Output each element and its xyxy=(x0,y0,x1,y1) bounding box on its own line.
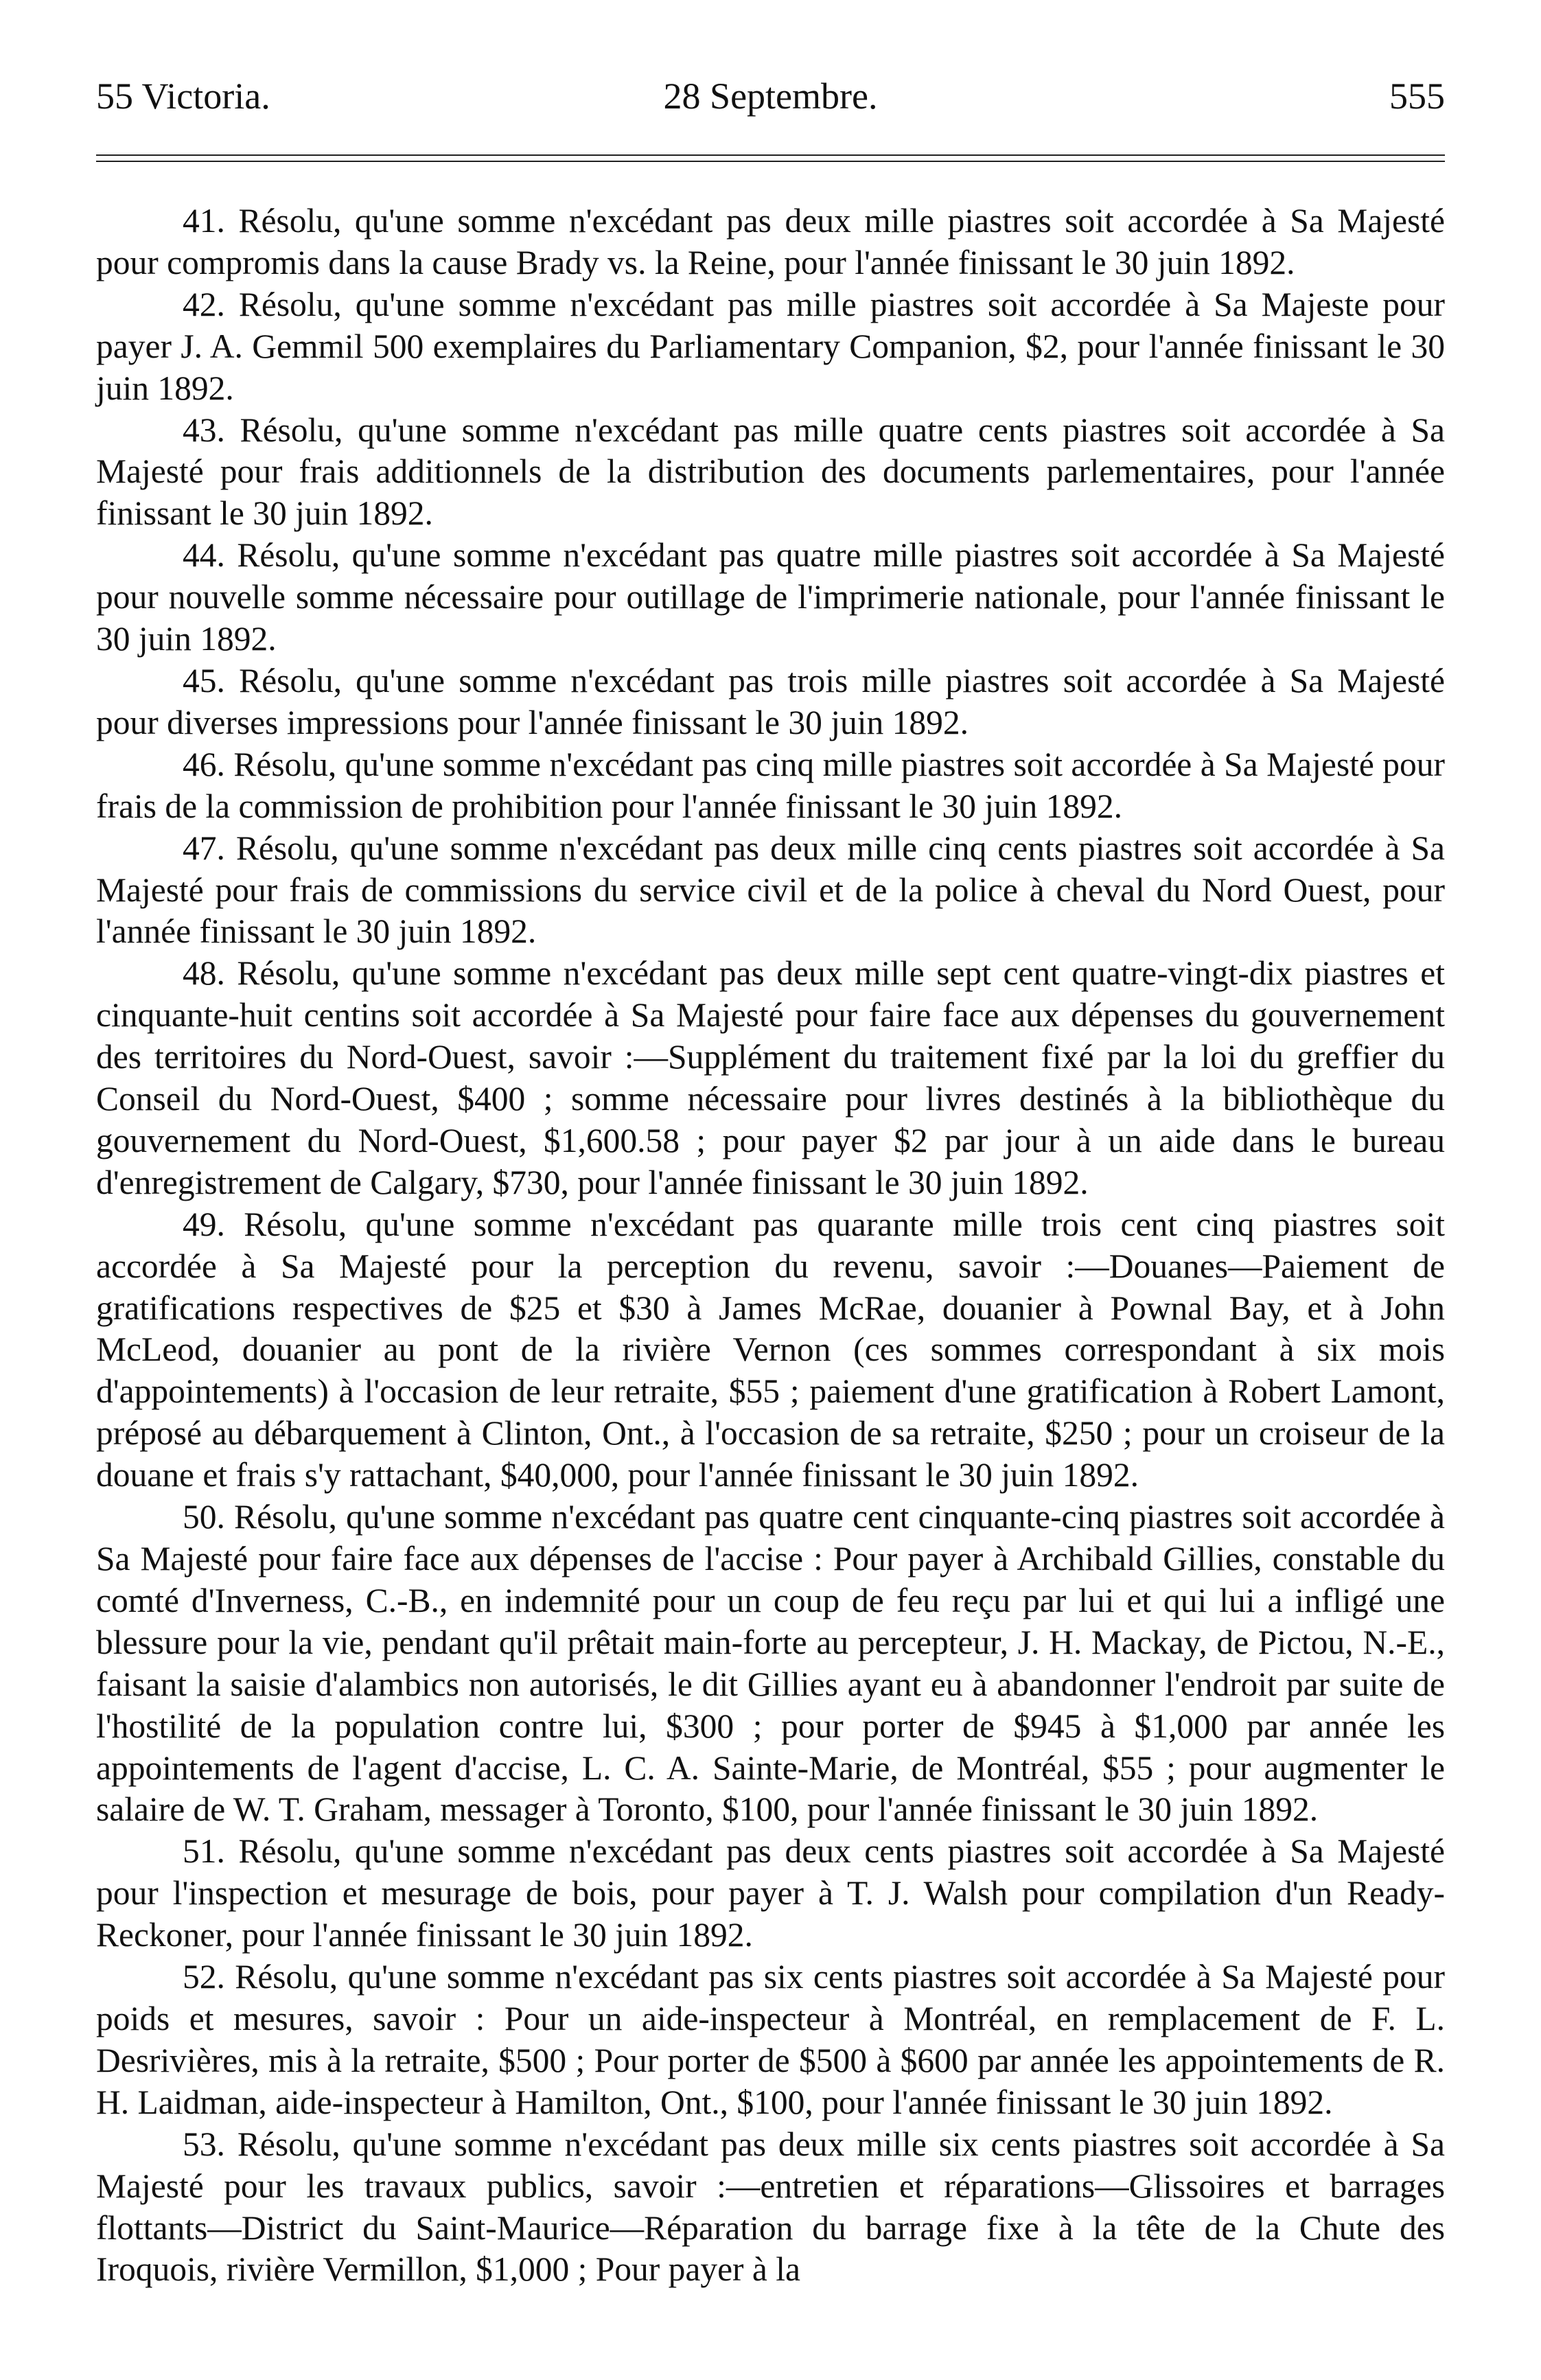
resolution-text: Résolu, qu'une somme n'excédant pas mille quatre cents piastres soit accordée à Sa Majesté pour frais additionnels de la distribution des documents parlementaires, pour l'année finissant le 30 juin 1892. xyxy=(96,411,1445,533)
resolution-50 xyxy=(96,1497,1445,1831)
resolution-number: 49. xyxy=(183,1205,225,1243)
header-regnal-year: 55 Victoria. xyxy=(96,76,270,117)
header-page-number: 555 xyxy=(1389,76,1445,117)
resolution-text: Résolu, qu'une somme n'excédant pas cinq mille piastres soit accordée à Sa Majesté pour frais de la commission de prohibition pour l'année finissant le 30 juin 1892. xyxy=(96,745,1445,825)
resolution-46 xyxy=(96,744,1445,828)
resolution-45 xyxy=(96,660,1445,744)
resolution-number: 44. xyxy=(183,536,225,575)
resolution-43 xyxy=(96,410,1445,535)
resolution-number: 51. xyxy=(183,1832,225,1871)
resolution-48 xyxy=(96,953,1445,1203)
resolution-text: Résolu, qu'une somme n'excédant pas trois mille piastres soit accordée à Sa Majesté pour diverses impressions pour l'année finissant le 30 juin 1892. xyxy=(96,661,1445,741)
resolution-text: Résolu, qu'une somme n'excédant pas deux mille sept cent quatre-vingt-dix piastres et cinquante-huit centins soit accordée à Sa Majesté pour faire face aux dépenses du gouvernement des territoires du Nord-Ouest, savoir :—Supplément du traitement fixé par la loi du greffier du Conseil du Nord-Ouest, $400 ; somme nécessaire pour livres destinés à la bibliothèque du gouvernement du Nord-Ouest, $1,600.58 ; pour payer $2 par jour à un aide dans le bureau d'enregistrement de Calgary, $730, pour l'année finissant le 30 juin 1892. xyxy=(96,954,1445,1201)
resolution-number: 41. xyxy=(183,202,225,240)
resolution-41 xyxy=(96,200,1445,284)
resolution-text: Résolu, qu'une somme n'excédant pas six cents piastres soit accordée à Sa Majesté pour poids et mesures, savoir : Pour un aide-inspecteur à Montréal, en remplacement de F. L. Desrivières, mis à la retraite, $500 ; Pour porter de $500 à $600 par année les appointements de R. H. Laidman, aide-inspecteur à Hamilton, Ont., $100, pour l'année finissant le 30 juin 1892. xyxy=(96,1958,1445,2121)
resolution-text: Résolu, qu'une somme n'excédant pas deux mille cinq cents piastres soit accordée à Sa Majesté pour frais de commissions du service civil et de la police à cheval du Nord Ouest, pour l'année finissant le 30 juin 1892. xyxy=(96,829,1445,951)
header-date: 28 Septembre. xyxy=(663,76,878,117)
resolution-53 xyxy=(96,2124,1445,2291)
resolution-number: 46. xyxy=(183,745,225,783)
resolution-number: 47. xyxy=(183,829,225,867)
header-double-rule xyxy=(96,154,1445,162)
resolution-47 xyxy=(96,828,1445,954)
resolution-51 xyxy=(96,1831,1445,1956)
resolution-text: Résolu, qu'une somme n'excédant pas deux mille piastres soit accordée à Sa Majesté pour compromis dans la cause Brady vs. la Reine, pour l'année finissant le 30 juin 1892. xyxy=(96,202,1445,281)
resolution-52 xyxy=(96,1956,1445,2124)
resolution-text: Résolu, qu'une somme n'excédant pas quatre cent cinquante-cinq piastres soit accordée à Sa Majesté pour faire face aux dépenses de l'accise : Pour payer à Archibald Gillies, constable du comté d'Inverness, C.-B., en indemnité pour un coup de feu reçu par lui et qui lui a infligé une blessure pour la vie, pendant qu'il prêtait main-forte au percepteur, J. H. Mackay, de Pictou, N.-E., faisant la saisie d'alambics non autorisés, le dit Gillies ayant eu à abandonner l'endroit par suite de l'hostilité de la population contre lui, $300 ; pour porter de $945 à $1,000 par année les appointements de l'agent d'accise, L. C. A. Sainte-Marie, de Montréal, $55 ; pour augmenter le salaire de W. T. Graham, messager à Toronto, $100, pour l'année finissant le 30 juin 1892. xyxy=(96,1498,1445,1829)
resolution-number: 48. xyxy=(183,954,225,993)
resolution-49 xyxy=(96,1204,1445,1497)
resolution-text: Résolu, qu'une somme n'excédant pas deux mille six cents piastres soit accordée à Sa Majesté pour les travaux publics, savoir :—entretien et réparations—Glissoires et barrages flottants—District du Saint-Maurice—Réparation du barrage fixe à la tête de la Chute des Iroquois, rivière Vermillon, $1,000 ; Pour payer à la xyxy=(96,2125,1445,2289)
resolutions-body xyxy=(96,200,1445,2291)
resolution-number: 45. xyxy=(183,661,225,700)
resolution-number: 52. xyxy=(183,1958,225,1996)
resolution-42 xyxy=(96,284,1445,410)
page-header xyxy=(96,69,1445,124)
resolution-number: 50. xyxy=(183,1498,225,1536)
resolution-number: 42. xyxy=(183,285,225,323)
resolution-text: Résolu, qu'une somme n'excédant pas quarante mille trois cent cinq piastres soit accordée à Sa Majesté pour la perception du revenu, savoir :—Douanes—Paiement de gratifications respectives de $25 et $30 à James McRae, douanier à Pownal Bay, et à John McLeod, douanier au pont de la rivière Vernon (ces sommes correspondant à six mois d'appointements) à l'occasion de leur retraite, $55 ; paiement d'une gratification à Robert Lamont, préposé au débarquement à Clinton, Ont., à l'occasion de sa retraite, $250 ; pour un croiseur de la douane et frais s'y rattachant, $40,000, pour l'année finissant le 30 juin 1892. xyxy=(96,1205,1445,1494)
resolution-text: Résolu, qu'une somme n'excédant pas quatre mille piastres soit accordée à Sa Majesté pour nouvelle somme nécessaire pour outillage de l'imprimerie nationale, pour l'année finissant le 30 juin 1892. xyxy=(96,536,1445,658)
resolution-number: 43. xyxy=(183,411,225,449)
resolution-text: Résolu, qu'une somme n'excédant pas deux cents piastres soit accordée à Sa Majesté pour l'inspection et mesurage de bois, pour payer à T. J. Walsh pour compilation d'un Ready-Reckoner, pour l'année finissant le 30 juin 1892. xyxy=(96,1832,1446,1954)
resolution-number: 53. xyxy=(183,2125,225,2163)
resolution-44 xyxy=(96,535,1445,660)
resolution-text: Résolu, qu'une somme n'excédant pas mille piastres soit accordée à Sa Majeste pour payer J. A. Gemmil 500 exemplaires du Parliamentary Companion, $2, pour l'année finissant le 30 juin 1892. xyxy=(96,285,1446,407)
